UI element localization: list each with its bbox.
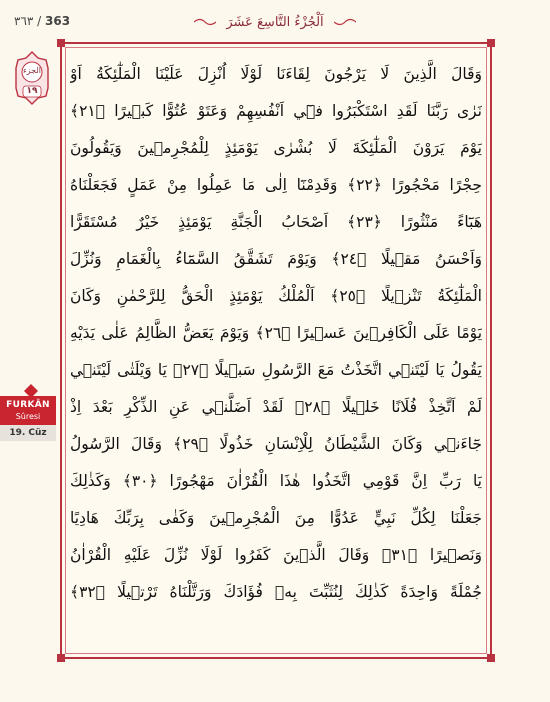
verse-line: حِجْرًا مَحْجُورًا ﴿٢٢﴾ وَقَدِمْنَٓا اِلٰى مَا عَمِلُوا مِنْ عَمَلٍ فَجَعَلْنَاهُ [70,176,482,194]
sura-badge [0,396,56,425]
page-number-latin: 363 [45,14,71,28]
juz-header [175,10,375,34]
page-number-arabic: ٣٦٣ [14,14,34,28]
verse-line: وَاَحْسَنُ مَق۪يلًا ﴿٢٤﴾ وَيَوْمَ تَشَقَّقُ السَّمَٓاءُ بِالْغَمَامِ وَنُزِّلَ [70,250,482,268]
medallion-icon [14,50,50,106]
verse-line: جَٓاءَن۪ي وَكَانَ الشَّيْطَانُ لِلْاِنْسَانِ خَذُولًا ﴿٢٩﴾ وَقَالَ الرَّسُولُ [70,435,482,453]
verse-line: يَقُولُ يَا لَيْتَن۪ي اتَّخَذْتُ مَعَ الرَّسُولِ سَب۪يلًا ﴿٢٧﴾ يَا وَيْلَتٰى لَيْتَن۪ي [70,361,482,379]
medallion-number: ١٩ [26,86,38,96]
text-frame [60,42,492,659]
verse-line: نَرٰى رَبَّنَا لَقَدِ اسْتَكْبَرُوا ف۪ٓي اَنْفُسِهِمْ وَعَتَوْ عُتُوًّا كَب۪يرًا ﴿٢١﴾ [70,102,482,120]
juz-medallion [14,50,50,106]
page-number: ٣٦٣ / 363 [14,14,71,28]
verse-line: يَوْمَ يَرَوْنَ الْمَلٰٓئِكَةَ لَا بُشْرٰى يَوْمَئِذٍ لِلْمُجْرِم۪ينَ وَيَقُولُونَ [70,139,482,157]
verse-line: جَعَلْنَا لِكُلِّ نَبِيٍّ عَدُوًّا مِنَ الْمُجْرِم۪ينَ وَكَفٰى بِرَبِّكَ هَادِيًا [70,509,482,527]
verse-line: لَمْ اَتَّخِذْ فُلَانًا خَل۪يلًا ﴿٢٨﴾ لَقَدْ اَضَلَّن۪ي عَنِ الذِّكْرِ بَعْدَ اِذْ [70,398,482,416]
juz-title: اَلْجُزْءُ التَّاسِعَ عَشَرَ [226,14,324,30]
verse-line: هَبَٓاءً مَنْثُورًا ﴿٢٣﴾ اَصْحَابُ الْجَنَّةِ يَوْمَئِذٍ خَيْرٌ مُسْتَقَرًّا [70,213,482,231]
verse-line: وَقَالَ الَّذِينَ لَا يَرْجُونَ لِقَاءَنَا لَوْلَا اُنْزِلَ عَلَيْنَا الْمَلٰٓئِكَةُ اَوْ [70,65,482,83]
verse-line: يَا رَبِّ اِنَّ قَوْمِي اتَّخَذُوا هٰذَا الْقُرْاٰنَ مَهْجُورًا ﴿٣٠﴾ وَكَذٰلِكَ [70,472,482,490]
verse-line: يَوْمًا عَلَى الْكَافِر۪ينَ عَس۪يرًا ﴿٢٦﴾ وَيَوْمَ يَعَضُّ الظَّالِمُ عَلٰى يَدَيْهِ [70,324,482,342]
sura-label: Sûresi [15,412,41,421]
sura-name: FURKÂN [6,400,50,410]
verse-line: وَنَص۪يرًا ﴿٣١﴾ وَقَالَ الَّذ۪ينَ كَفَرُوا لَوْلَا نُزِّلَ عَلَيْهِ الْقُرْاٰنُ [70,546,482,564]
ornament-right-icon [334,17,356,27]
ornament-left-icon [194,17,216,27]
verse-lines [70,56,482,611]
verse-line: الْمَلٰٓئِكَةُ تَنْز۪يلًا ﴿٢٥﴾ اَلْمُلْكُ يَوْمَئِذٍ الْحَقُّ لِلرَّحْمٰنِ وَكَانَ [70,287,482,305]
verse-line: جُمْلَةً وَاحِدَةً كَذٰلِكَ لِنُثَبِّتَ بِه۪ فُؤَادَكَ وَرَتَّلْنَاهُ تَرْت۪يلًا ﴿٣٢﴾ [70,583,482,601]
juz-label: 19. Cüz [0,425,56,441]
medallion-title: الجزء [23,66,41,75]
sura-tab[interactable] [0,396,56,441]
